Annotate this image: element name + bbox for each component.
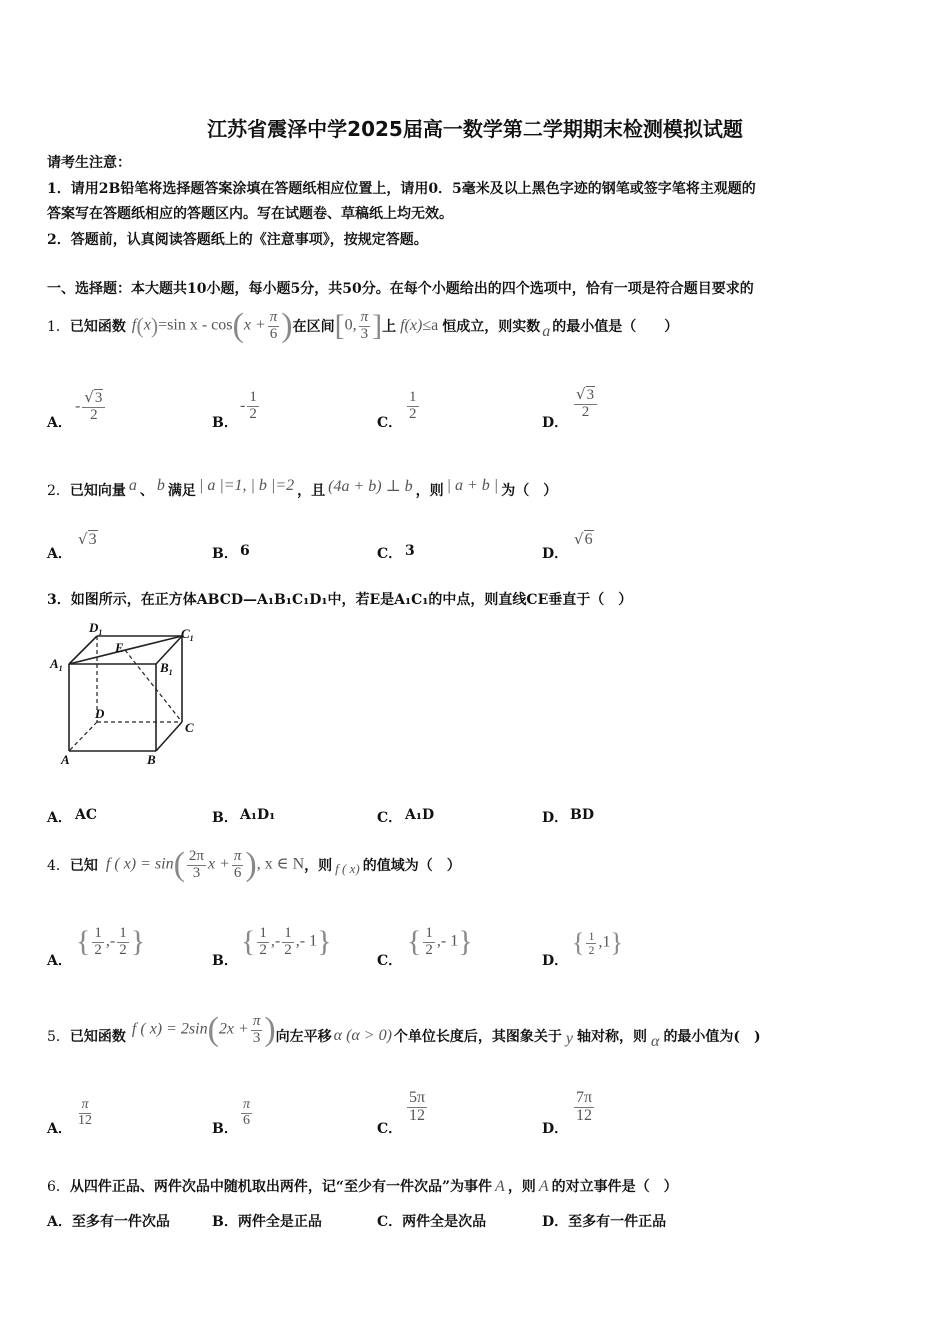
q5-option-d-value[interactable]: $\frac{7\pi}{12}$ [576,1089,593,1124]
q1-function: f(x)=sin x - cos(x + $\frac{\pi}{6}$ ) [131,307,293,344]
q6-text-2: ，则 [507,1179,536,1195]
q5-text-1: 已知函数 [69,1029,126,1045]
q5-option-a-label[interactable]: A． [47,1121,72,1137]
question-3: 3．如图所示，在正方体ABCD—A₁B₁C₁D₁中，若E是A₁C₁的中点，则直线CE垂直于（ ） [47,592,633,608]
q1-interval: [0, $\frac{\pi}{3}$ ] [334,308,383,342]
q4-fx: f ( x) [335,861,360,876]
notice-heading: 请考生注意： [47,155,131,171]
q2-text-3: ，且 [297,483,326,499]
notice-line-1b: 答案写在答题纸相应的答题区内。写在试题卷、草稿纸上均无效。 [47,206,453,222]
q1-text-3: 上 [382,319,397,335]
label-C1: $C_1$ [181,626,194,643]
q1-option-c-label[interactable]: C． [377,415,403,431]
label-D: D [95,706,105,721]
q6-option-c[interactable]: C．两件全是次品 [377,1214,487,1230]
q2-text-1: 已知向量 [69,483,126,499]
notice-line-2: 2．答题前，认真阅读答题纸上的《注意事项》，按规定答题。 [47,232,428,248]
q4-option-d-value[interactable]: { $\frac{1}{2}$ ,1} [572,928,623,957]
label-D1: $D_1$ [89,620,103,637]
question-1 [47,306,678,346]
q4-number: 4． [47,858,70,874]
q5-option-c-label[interactable]: C． [377,1121,403,1137]
q4-option-a-value[interactable]: { $\frac{1}{2}$ ,- $\frac{1}{2}$ } [76,924,146,958]
label-A: A [61,752,70,767]
q3-option-c-label[interactable]: C． [377,810,403,826]
label-B: B [147,752,156,767]
q5-alpha-condition: α (α > 0) [333,1027,392,1044]
q4-text-1: 已知 [69,858,98,874]
q2-option-d-value[interactable]: √6 [574,530,593,548]
q2-abs-sum: | a + b | [446,477,499,494]
q1-option-c-value[interactable]: $\frac{1}{2}$ [409,389,417,422]
q6-option-b[interactable]: B．两件全是正品 [212,1214,322,1230]
q6-event-a: A [495,1178,505,1195]
q6-option-d[interactable]: D．至多有一件正品 [542,1214,667,1230]
q1-inequality: f(x)≤a [400,317,439,334]
q3-option-d-value[interactable]: BD [570,807,594,823]
q2-text-4: ，则 [415,483,444,499]
label-B1: $B_1$ [160,660,173,677]
q5-option-a-value[interactable]: $\frac{\pi}{12}$ [78,1097,92,1128]
q4-option-c-label[interactable]: C． [377,953,403,969]
q1-var-a: a [542,323,551,340]
question-6 [47,1176,678,1196]
q1-option-a-label[interactable]: A． [47,415,72,431]
notice-line-1a: 1．请用2B铅笔将选择题答案涂填在答题纸相应位置上，请用0．5毫米及以上黑色字迹的钢笔或签字笔将主观题的 [47,181,756,197]
q1-number: 1． [47,319,70,335]
question-5 [47,1010,761,1062]
q4-option-b-value[interactable]: { $\frac{1}{2}$ ,- $\frac{1}{2}$ ,- 1} [241,924,332,958]
q1-option-b-value[interactable]: - $\frac{1}{2}$ [240,389,257,422]
q1-text-1: 已知函数 [69,319,126,335]
label-A1: $A_1$ [50,656,63,673]
q5-number: 5． [47,1029,70,1045]
q2-option-b-label[interactable]: B． [212,546,238,562]
q2-option-a-value[interactable]: √3 [78,530,97,548]
q5-text-2: 向左平移 [275,1029,332,1045]
q2-sep: 、 [139,483,154,499]
q1-text-4: 恒成立，则实数 [442,319,541,335]
q2-option-c-value[interactable]: 3 [405,543,415,559]
q4-option-d-label[interactable]: D． [542,953,569,969]
label-C: C [185,720,194,735]
q5-option-c-value[interactable]: $\frac{5\pi}{12}$ [409,1089,426,1124]
q5-option-d-label[interactable]: D． [542,1121,569,1137]
q5-option-b-label[interactable]: B． [212,1121,238,1137]
cube-figure [45,618,215,770]
q2-text-2: 满足 [167,483,196,499]
q2-text-5: 为（ ） [501,483,558,499]
q5-function: f ( x) = 2sin(2x + $\frac{\pi}{3}$ ) [131,1011,276,1048]
q3-option-c-value[interactable]: A₁D [405,807,435,823]
q5-text-3: 个单位长度后，其图象关于 [393,1029,562,1045]
q2-perpendicular: (4a + b) ⊥ b [328,478,413,495]
q2-option-b-value[interactable]: 6 [240,543,250,559]
q3-option-d-label[interactable]: D． [542,810,569,826]
q2-number: 2． [47,483,70,499]
question-2 [47,474,557,506]
q6-option-a[interactable]: A．至多有一件次品 [47,1214,170,1230]
q2-option-c-label[interactable]: C． [377,546,403,562]
q5-text-5: 的最小值为( ) [663,1029,761,1045]
q1-option-d-value[interactable]: $\frac{√3}{2}$ [572,387,599,421]
q3-option-a-value[interactable]: AC [75,807,98,823]
q1-option-d-label[interactable]: D． [542,415,569,431]
q4-function: f ( x) = sin( $\frac{2\pi}{3}$ x + $\frac{\pi}{6}$ ), x ∈ N [105,846,305,883]
q1-text-2: 在区间 [292,319,335,335]
q4-option-c-value[interactable]: { $\frac{1}{2}$ ,- 1} [407,924,473,958]
label-E: E [115,640,124,655]
q5-option-b-value[interactable]: $\frac{\pi}{6}$ [243,1097,251,1128]
page-title: 江苏省震泽中学2025届高一数学第二学期期末检测模拟试题 [207,117,743,141]
q1-text-5: 的最小值是（ ） [552,319,679,335]
q3-option-b-value[interactable]: A₁D₁ [240,807,276,823]
q2-condition: | a |=1, | b |=2 [198,477,295,494]
q2-vector-b: b [156,477,165,494]
q1-option-a-value[interactable]: - $\frac{√3}{2}$ [75,390,107,424]
q2-option-a-label[interactable]: A． [47,546,72,562]
q3-option-a-label[interactable]: A． [47,810,72,826]
q6-number: 6． [47,1179,70,1195]
q5-text-4: 轴对称，则 [577,1029,648,1045]
q4-text-3: 的值域为（ ） [362,858,461,874]
q4-option-b-label[interactable]: B． [212,953,238,969]
q3-option-b-label[interactable]: B． [212,810,238,826]
q6-event-a-2: A [538,1178,549,1195]
q2-option-d-label[interactable]: D． [542,546,569,562]
q1-option-b-label[interactable]: B． [212,415,238,431]
q4-option-a-label[interactable]: A． [47,953,72,969]
q5-y: y [565,1030,574,1047]
question-4 [47,842,461,888]
q6-text-3: 的对立事件是（ ） [551,1179,678,1195]
q4-text-2: ，则 [304,858,333,874]
q6-text-1: 从四件正品、两件次品中随机取出两件，记“至少有一件次品”为事件 [69,1179,493,1195]
q2-vector-a: a [128,477,137,494]
q5-alpha: α [651,1033,660,1050]
section-heading: 一、选择题：本大题共10小题，每小题5分，共50分。在每个小题给出的四个选项中，恰有一项是符合题目要求的 [47,281,754,297]
